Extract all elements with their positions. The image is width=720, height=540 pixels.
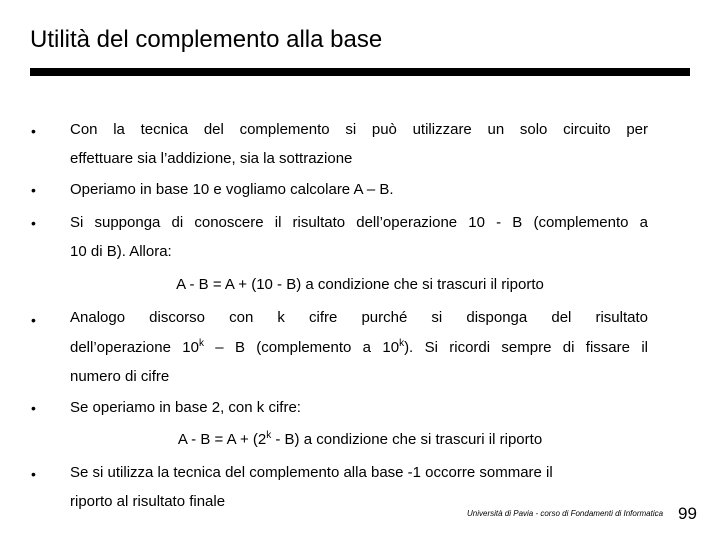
bullet-6-line-1: Se si utilizza la tecnica del complemento alla base -1 occorre sommare il: [70, 464, 553, 481]
bullet-marker: •: [31, 466, 36, 482]
formula-2-text-b: - B) a condizione che si trascuri il riporto: [271, 431, 543, 448]
bullet-4-text-b: – B (complemento a 10: [203, 339, 400, 356]
bullet-1-line-2: effettuare sia l’addizione, sia la sottrazione: [70, 150, 353, 167]
formula-base-2: [0, 431, 720, 448]
bullet-4-line-1: Analogo discorso con k cifre purché si disponga del risultato: [70, 309, 648, 326]
slide-title: Utilità del complemento alla base: [30, 26, 383, 53]
title-underline: [30, 68, 690, 76]
bullet-5: Se operiamo in base 2, con k cifre:: [70, 399, 301, 416]
bullet-marker: •: [31, 400, 36, 416]
formula-base-10: A - B = A + (10 - B) a condizione che si trascuri il riporto: [176, 276, 544, 293]
superscript-k: k: [266, 430, 272, 441]
bullet-3-line-1: Si supponga di conoscere il risultato dell’operazione 10 - B (complemento a: [70, 214, 648, 231]
bullet-4-text-c: ). Si ricordi sempre di fissare il: [404, 339, 648, 356]
bullet-marker: •: [31, 182, 36, 198]
page-number: 99: [678, 504, 697, 523]
bullet-2: Operiamo in base 10 e vogliamo calcolare A – B.: [70, 181, 394, 198]
bullet-marker: •: [31, 215, 36, 231]
bullet-3-line-2: 10 di B). Allora:: [70, 243, 172, 260]
bullet-1-line-1: Con la tecnica del complemento si può utilizzare un solo circuito per: [70, 121, 648, 138]
bullet-6-line-2: riporto al risultato finale: [70, 493, 226, 510]
superscript-k: k: [399, 338, 405, 349]
superscript-k: k: [198, 338, 204, 349]
formula-2-text-a: A - B = A + (2: [177, 431, 267, 448]
bullet-4-text-a: dell’operazione 10: [70, 339, 199, 356]
bullet-4-line-2: [70, 333, 648, 362]
bullet-marker: •: [31, 123, 36, 139]
bullet-marker: •: [31, 312, 36, 328]
bullet-4-line-3: numero di cifre: [70, 368, 170, 385]
footer-course: Università di Pavia - corso di Fondamenti di Informatica: [467, 509, 664, 518]
